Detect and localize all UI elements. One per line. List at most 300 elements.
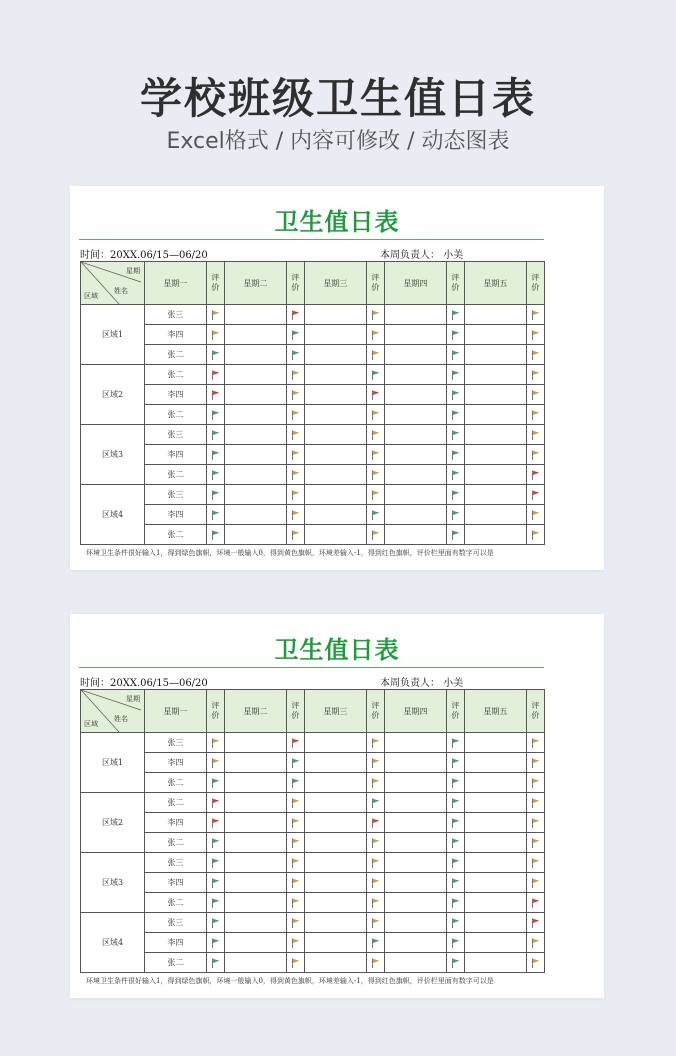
- flag-icon: [206, 753, 224, 773]
- flag-icon: [206, 913, 224, 933]
- duty-cell[interactable]: [224, 485, 286, 505]
- eval-header: [206, 262, 224, 305]
- duty-cell[interactable]: [304, 833, 366, 853]
- duty-cell[interactable]: [304, 793, 366, 813]
- flag-icon: [366, 425, 384, 445]
- flag-icon: [286, 813, 304, 833]
- duty-cell[interactable]: [224, 793, 286, 813]
- duty-cell[interactable]: [384, 525, 446, 545]
- flag-icon: [446, 445, 464, 465]
- flag-icon: [446, 465, 464, 485]
- flag-icon: [206, 325, 224, 345]
- flag-icon: [206, 953, 224, 973]
- flag-icon: [206, 853, 224, 873]
- eval-label: 评价: [531, 701, 540, 720]
- person-name: 李四: [145, 873, 207, 893]
- legend-note: 环境卫生条件很好输入1，得到绿色旗帜，环境一般输入0，得到黄色旗帜，环境差输入-1，得到红色旗帜，评价栏里面有数字可以是: [86, 977, 494, 985]
- duty-cell[interactable]: [304, 525, 366, 545]
- duty-cell[interactable]: [224, 753, 286, 773]
- duty-cell[interactable]: [224, 365, 286, 385]
- week-manager: 本周负责人： 小美: [380, 250, 464, 261]
- duty-cell[interactable]: [384, 933, 446, 953]
- duty-cell[interactable]: [304, 445, 366, 465]
- flag-icon: [446, 753, 464, 773]
- table-row: [81, 445, 545, 465]
- duty-cell[interactable]: [464, 953, 526, 973]
- flag-icon: [286, 913, 304, 933]
- flag-icon: [206, 813, 224, 833]
- duty-cell[interactable]: [464, 793, 526, 813]
- flag-icon: [446, 913, 464, 933]
- eval-header: [366, 690, 384, 733]
- flag-icon: [446, 385, 464, 405]
- duty-cell[interactable]: [224, 465, 286, 485]
- flag-icon: [446, 305, 464, 325]
- person-name: 张二: [145, 833, 207, 853]
- duty-cell[interactable]: [384, 733, 446, 753]
- duty-cell[interactable]: [304, 425, 366, 445]
- table-row: [81, 465, 545, 485]
- table-row: [81, 753, 545, 773]
- duty-cell[interactable]: [304, 893, 366, 913]
- flag-icon: [366, 853, 384, 873]
- flag-icon: [366, 525, 384, 545]
- person-name: 张二: [145, 365, 207, 385]
- duty-cell[interactable]: [224, 893, 286, 913]
- duty-cell[interactable]: [464, 345, 526, 365]
- flag-icon: [206, 893, 224, 913]
- eval-header: [446, 262, 464, 305]
- table-row: [81, 505, 545, 525]
- duty-cell[interactable]: [304, 385, 366, 405]
- flag-icon: [366, 365, 384, 385]
- duty-cell[interactable]: [384, 325, 446, 345]
- hero-subtitle: Excel格式 / 内容可修改 / 动态图表: [166, 129, 510, 154]
- eval-label: 评价: [451, 273, 460, 292]
- corner-area-label: 区域: [84, 720, 98, 728]
- duty-cell[interactable]: [304, 933, 366, 953]
- duty-cell[interactable]: [464, 405, 526, 425]
- flag-icon: [286, 793, 304, 813]
- duty-cell[interactable]: [384, 893, 446, 913]
- duty-cell[interactable]: [464, 505, 526, 525]
- flag-icon: [206, 465, 224, 485]
- duty-cell[interactable]: [384, 833, 446, 853]
- flag-icon: [366, 773, 384, 793]
- flag-icon: [206, 305, 224, 325]
- duty-cell[interactable]: [464, 325, 526, 345]
- time-range: 时间：20XX.06/15—06/20: [80, 678, 208, 689]
- table-row: [81, 873, 545, 893]
- table-row: [81, 733, 545, 753]
- duty-cell[interactable]: [224, 853, 286, 873]
- duty-cell[interactable]: [384, 853, 446, 873]
- flag-icon: [526, 733, 544, 753]
- duty-cell[interactable]: [384, 873, 446, 893]
- duty-cell[interactable]: [384, 305, 446, 325]
- duty-cell[interactable]: [384, 813, 446, 833]
- title-divider: [79, 239, 544, 240]
- duty-cell[interactable]: [224, 425, 286, 445]
- flag-icon: [446, 505, 464, 525]
- duty-cell[interactable]: [304, 773, 366, 793]
- duty-cell[interactable]: [304, 405, 366, 425]
- duty-cell[interactable]: [224, 385, 286, 405]
- duty-cell[interactable]: [384, 365, 446, 385]
- flag-icon: [446, 773, 464, 793]
- duty-cell[interactable]: [384, 385, 446, 405]
- flag-icon: [286, 525, 304, 545]
- duty-cell[interactable]: [304, 345, 366, 365]
- day-header: 星期一: [145, 690, 207, 733]
- corner-week-label: 星期: [126, 695, 140, 703]
- flag-icon: [366, 933, 384, 953]
- duty-cell[interactable]: [464, 485, 526, 505]
- flag-icon: [206, 833, 224, 853]
- flag-icon: [206, 933, 224, 953]
- duty-cell[interactable]: [464, 753, 526, 773]
- duty-cell[interactable]: [384, 773, 446, 793]
- flag-icon: [526, 425, 544, 445]
- duty-cell[interactable]: [464, 773, 526, 793]
- day-header: 星期四: [384, 262, 446, 305]
- duty-cell[interactable]: [304, 325, 366, 345]
- duty-cell[interactable]: [384, 753, 446, 773]
- day-header: 星期五: [464, 262, 526, 305]
- table-row: [81, 485, 545, 505]
- flag-icon: [206, 505, 224, 525]
- flag-icon: [526, 405, 544, 425]
- eval-label: 评价: [291, 701, 300, 720]
- corner-area-label: 区域: [84, 292, 98, 300]
- duty-cell[interactable]: [224, 913, 286, 933]
- duty-cell[interactable]: [464, 873, 526, 893]
- flag-icon: [446, 793, 464, 813]
- eval-header: [526, 690, 544, 733]
- flag-icon: [206, 733, 224, 753]
- flag-icon: [526, 913, 544, 933]
- corner-name-label: 姓名: [114, 715, 128, 723]
- duty-cell[interactable]: [384, 953, 446, 973]
- duty-cell[interactable]: [224, 813, 286, 833]
- person-name: 张三: [145, 485, 207, 505]
- flag-icon: [366, 325, 384, 345]
- duty-cell[interactable]: [464, 305, 526, 325]
- duty-cell[interactable]: [464, 893, 526, 913]
- hero-title: 学校班级卫生值日表: [139, 74, 536, 123]
- flag-icon: [366, 305, 384, 325]
- table-row: [81, 813, 545, 833]
- table-row: [81, 853, 545, 873]
- table-row: [81, 325, 545, 345]
- duty-cell[interactable]: [464, 853, 526, 873]
- eval-label: 评价: [211, 273, 220, 292]
- duty-cell[interactable]: [464, 933, 526, 953]
- week-manager: 本周负责人： 小美: [380, 678, 464, 689]
- duty-cell[interactable]: [224, 325, 286, 345]
- eval-label: 评价: [371, 273, 380, 292]
- duty-cell[interactable]: [304, 953, 366, 973]
- person-name: 张二: [145, 345, 207, 365]
- flag-icon: [526, 385, 544, 405]
- flag-icon: [526, 853, 544, 873]
- flag-icon: [206, 525, 224, 545]
- eval-header: [526, 262, 544, 305]
- duty-cell[interactable]: [224, 933, 286, 953]
- flag-icon: [366, 505, 384, 525]
- flag-icon: [286, 465, 304, 485]
- duty-cell[interactable]: [224, 505, 286, 525]
- table-row: [81, 833, 545, 853]
- flag-icon: [446, 485, 464, 505]
- flag-icon: [286, 833, 304, 853]
- duty-cell[interactable]: [464, 813, 526, 833]
- duty-cell[interactable]: [304, 505, 366, 525]
- person-name: 张三: [145, 913, 207, 933]
- flag-icon: [206, 773, 224, 793]
- duty-cell[interactable]: [224, 345, 286, 365]
- flag-icon: [286, 385, 304, 405]
- person-name: 李四: [145, 445, 207, 465]
- flag-icon: [446, 405, 464, 425]
- flag-icon: [286, 425, 304, 445]
- duty-cell[interactable]: [224, 733, 286, 753]
- flag-icon: [526, 345, 544, 365]
- table-row: [81, 385, 545, 405]
- day-header: 星期一: [145, 262, 207, 305]
- corner-cell: [81, 262, 145, 305]
- time-range: 时间：20XX.06/15—06/20: [80, 250, 208, 261]
- corner-cell: [81, 690, 145, 733]
- duty-cell[interactable]: [224, 773, 286, 793]
- person-name: 张二: [145, 525, 207, 545]
- table-row: [81, 305, 545, 325]
- duty-cell[interactable]: [464, 425, 526, 445]
- duty-cell[interactable]: [224, 873, 286, 893]
- duty-cell[interactable]: [304, 813, 366, 833]
- flag-icon: [446, 953, 464, 973]
- duty-cell[interactable]: [384, 405, 446, 425]
- area-cell: 区域1: [81, 305, 145, 365]
- table-row: [81, 425, 545, 445]
- day-header: 星期三: [304, 690, 366, 733]
- table-row: [81, 525, 545, 545]
- person-name: 李四: [145, 813, 207, 833]
- duty-cell[interactable]: [304, 485, 366, 505]
- day-header: 星期二: [224, 690, 286, 733]
- flag-icon: [206, 365, 224, 385]
- flag-icon: [446, 425, 464, 445]
- flag-icon: [446, 733, 464, 753]
- duty-cell[interactable]: [224, 405, 286, 425]
- day-header: 星期五: [464, 690, 526, 733]
- flag-icon: [526, 505, 544, 525]
- flag-icon: [446, 833, 464, 853]
- table-header-row: [81, 262, 545, 305]
- person-name: 张三: [145, 853, 207, 873]
- table-row: [81, 365, 545, 385]
- duty-table: [80, 689, 545, 973]
- duty-cell[interactable]: [384, 913, 446, 933]
- person-name: 张二: [145, 793, 207, 813]
- flag-icon: [526, 793, 544, 813]
- duty-cell[interactable]: [384, 425, 446, 445]
- table-row: [81, 345, 545, 365]
- person-name: 张二: [145, 405, 207, 425]
- area-cell: 区域4: [81, 913, 145, 973]
- duty-cell[interactable]: [304, 873, 366, 893]
- duty-cell[interactable]: [464, 445, 526, 465]
- day-header: 星期三: [304, 262, 366, 305]
- flag-icon: [526, 953, 544, 973]
- person-name: 张二: [145, 773, 207, 793]
- duty-cell[interactable]: [384, 793, 446, 813]
- flag-icon: [446, 933, 464, 953]
- sheet-preview-1: [70, 186, 604, 570]
- duty-cell[interactable]: [224, 833, 286, 853]
- area-cell: 区域3: [81, 425, 145, 485]
- flag-icon: [366, 893, 384, 913]
- flag-icon: [366, 485, 384, 505]
- area-cell: 区域2: [81, 365, 145, 425]
- day-header: 星期二: [224, 262, 286, 305]
- eval-header: [206, 690, 224, 733]
- day-header: 星期四: [384, 690, 446, 733]
- flag-icon: [366, 385, 384, 405]
- flag-icon: [286, 445, 304, 465]
- duty-cell[interactable]: [224, 305, 286, 325]
- area-cell: 区域2: [81, 793, 145, 853]
- flag-icon: [206, 405, 224, 425]
- person-name: 张三: [145, 305, 207, 325]
- duty-cell[interactable]: [384, 345, 446, 365]
- eval-header: [286, 690, 304, 733]
- eval-label: 评价: [451, 701, 460, 720]
- duty-cell[interactable]: [304, 465, 366, 485]
- duty-cell[interactable]: [304, 913, 366, 933]
- flag-icon: [526, 485, 544, 505]
- flag-icon: [526, 773, 544, 793]
- flag-icon: [286, 365, 304, 385]
- flag-icon: [366, 833, 384, 853]
- flag-icon: [286, 405, 304, 425]
- eval-header: [366, 262, 384, 305]
- flag-icon: [446, 853, 464, 873]
- duty-cell[interactable]: [464, 385, 526, 405]
- person-name: 李四: [145, 385, 207, 405]
- duty-cell[interactable]: [464, 913, 526, 933]
- duty-cell[interactable]: [304, 753, 366, 773]
- flag-icon: [366, 345, 384, 365]
- sheet-preview-2: [70, 614, 604, 998]
- area-cell: 区域4: [81, 485, 145, 545]
- flag-icon: [526, 365, 544, 385]
- flag-icon: [366, 753, 384, 773]
- flag-icon: [366, 733, 384, 753]
- duty-cell[interactable]: [464, 365, 526, 385]
- duty-cell[interactable]: [224, 445, 286, 465]
- person-name: 张二: [145, 465, 207, 485]
- duty-cell[interactable]: [304, 365, 366, 385]
- flag-icon: [286, 953, 304, 973]
- flag-icon: [526, 893, 544, 913]
- flag-icon: [286, 753, 304, 773]
- duty-cell[interactable]: [224, 525, 286, 545]
- flag-icon: [286, 933, 304, 953]
- flag-icon: [206, 425, 224, 445]
- table-row: [81, 405, 545, 425]
- person-name: 张三: [145, 733, 207, 753]
- duty-cell[interactable]: [464, 465, 526, 485]
- flag-icon: [526, 525, 544, 545]
- flag-icon: [366, 953, 384, 973]
- area-cell: 区域1: [81, 733, 145, 793]
- flag-icon: [526, 813, 544, 833]
- sheet-title: 卫生值日表: [274, 635, 400, 664]
- duty-cell[interactable]: [464, 833, 526, 853]
- flag-icon: [366, 793, 384, 813]
- person-name: 李四: [145, 933, 207, 953]
- flag-icon: [366, 405, 384, 425]
- flag-icon: [286, 325, 304, 345]
- duty-cell[interactable]: [384, 505, 446, 525]
- person-name: 李四: [145, 325, 207, 345]
- flag-icon: [206, 385, 224, 405]
- duty-cell[interactable]: [464, 733, 526, 753]
- eval-label: 评价: [291, 273, 300, 292]
- flag-icon: [206, 793, 224, 813]
- flag-icon: [526, 833, 544, 853]
- legend-note: 环境卫生条件很好输入1，得到绿色旗帜，环境一般输入0，得到黄色旗帜，环境差输入-1，得到红色旗帜，评价栏里面有数字可以是: [86, 549, 494, 557]
- person-name: 张三: [145, 425, 207, 445]
- flag-icon: [286, 773, 304, 793]
- duty-cell[interactable]: [384, 465, 446, 485]
- flag-icon: [446, 873, 464, 893]
- person-name: 李四: [145, 753, 207, 773]
- duty-cell[interactable]: [304, 305, 366, 325]
- corner-week-label: 星期: [126, 267, 140, 275]
- table-row: [81, 913, 545, 933]
- flag-icon: [526, 933, 544, 953]
- duty-cell[interactable]: [304, 853, 366, 873]
- flag-icon: [526, 753, 544, 773]
- duty-cell[interactable]: [464, 525, 526, 545]
- flag-icon: [206, 445, 224, 465]
- flag-icon: [286, 873, 304, 893]
- duty-cell[interactable]: [384, 445, 446, 465]
- flag-icon: [526, 325, 544, 345]
- eval-label: 评价: [371, 701, 380, 720]
- flag-icon: [446, 813, 464, 833]
- table-row: [81, 793, 545, 813]
- flag-icon: [366, 445, 384, 465]
- flag-icon: [366, 465, 384, 485]
- flag-icon: [286, 305, 304, 325]
- duty-cell[interactable]: [384, 485, 446, 505]
- duty-cell[interactable]: [304, 733, 366, 753]
- area-cell: 区域3: [81, 853, 145, 913]
- duty-cell[interactable]: [224, 953, 286, 973]
- flag-icon: [206, 485, 224, 505]
- flag-icon: [286, 853, 304, 873]
- flag-icon: [286, 733, 304, 753]
- flag-icon: [366, 913, 384, 933]
- table-row: [81, 893, 545, 913]
- person-name: 李四: [145, 505, 207, 525]
- flag-icon: [446, 325, 464, 345]
- title-divider: [79, 667, 544, 668]
- table-row: [81, 933, 545, 953]
